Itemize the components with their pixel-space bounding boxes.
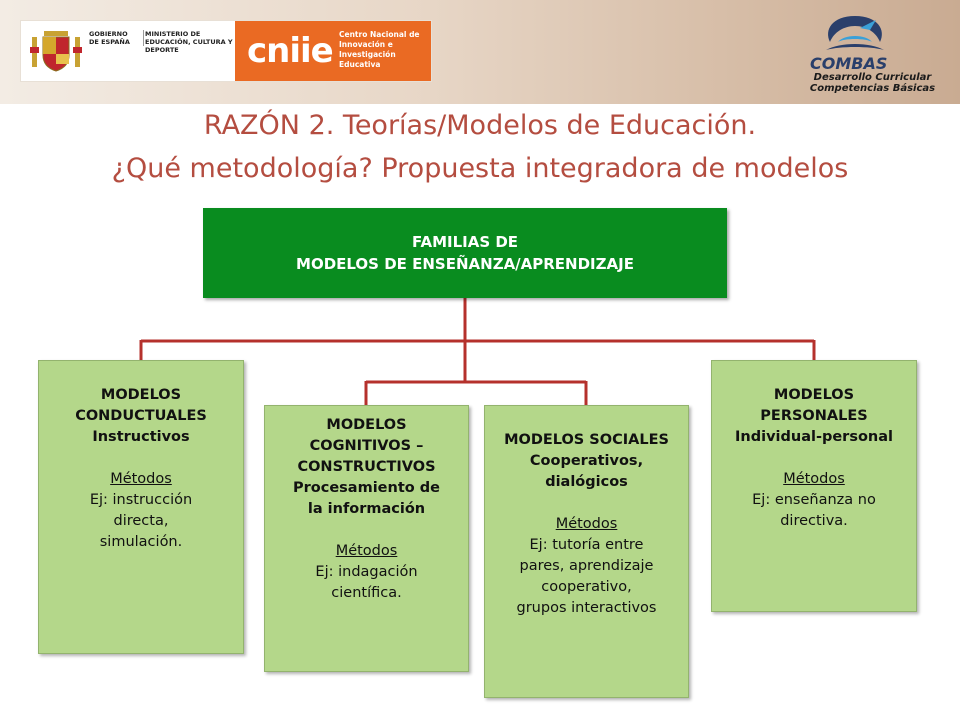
methods-label: Métodos xyxy=(555,516,618,532)
example-line: Ej: tutoría entre xyxy=(529,537,644,553)
example-line: Ej: instrucción xyxy=(89,492,193,508)
node-modelos-personales xyxy=(711,360,917,612)
combas-subtitle: Desarrollo Curricular Competencias Básicas xyxy=(809,72,936,94)
methods-label: Métodos xyxy=(783,471,845,487)
ministerio-label: MINISTERIO DE EDUCACIÓN, CULTURA Y DEPORTE xyxy=(145,30,233,54)
methods-label: Métodos xyxy=(110,471,172,487)
heading-line: CONDUCTUALES xyxy=(75,408,207,424)
methods-label: Métodos xyxy=(335,543,398,559)
node-modelos-conductuales xyxy=(38,360,244,654)
heading-line: CONSTRUCTIVOS xyxy=(297,459,436,475)
example-line: científica. xyxy=(331,585,402,601)
example-line: grupos interactivos xyxy=(516,600,657,616)
heading-line: Individual-personal xyxy=(735,429,893,445)
title-line-2: ¿Qué metodología? Propuesta integradora de modelos xyxy=(111,153,849,184)
example-line: Ej: enseñanza no xyxy=(752,492,876,508)
heading-line: dialógicos xyxy=(545,474,628,490)
root-line-2: MODELOS DE ENSEÑANZA/APRENDIZAJE xyxy=(296,255,634,273)
combas-name: COMBAS xyxy=(810,54,888,73)
heading-line: COGNITIVOS – xyxy=(309,438,424,454)
heading-line: MODELOS xyxy=(326,417,407,433)
cniie-wordmark: cniie xyxy=(247,31,333,71)
example-line: pares, aprendizaje xyxy=(519,558,654,574)
example-line: cooperativo, xyxy=(541,579,632,595)
node-modelos-cognitivos xyxy=(264,405,469,672)
root-node-familias xyxy=(203,208,727,298)
heading-line: la información xyxy=(307,501,426,517)
heading-line: MODELOS xyxy=(100,387,182,403)
title-line-1: RAZÓN 2. Teorías/Modelos de Educación. xyxy=(203,110,757,141)
cniie-fullname: Centro Nacional de Innovación e Investigación Educativa xyxy=(339,30,420,69)
heading-line: MODELOS xyxy=(773,387,855,403)
example-line: directiva. xyxy=(780,513,848,529)
example-line: simulación. xyxy=(99,534,183,550)
example-line: directa, xyxy=(113,513,169,529)
root-line-1: FAMILIAS DE xyxy=(411,233,519,251)
example-line: Ej: indagación xyxy=(315,564,418,580)
heading-line: Instructivos xyxy=(92,429,190,445)
node-modelos-sociales xyxy=(484,405,689,698)
heading-line: Cooperativos, xyxy=(529,453,644,469)
heading-line: Procesamiento de xyxy=(293,480,440,496)
heading-line: PERSONALES xyxy=(760,408,868,424)
heading-line: MODELOS SOCIALES xyxy=(504,432,669,448)
gobierno-label: GOBIERNO DE ESPAÑA xyxy=(89,30,144,46)
